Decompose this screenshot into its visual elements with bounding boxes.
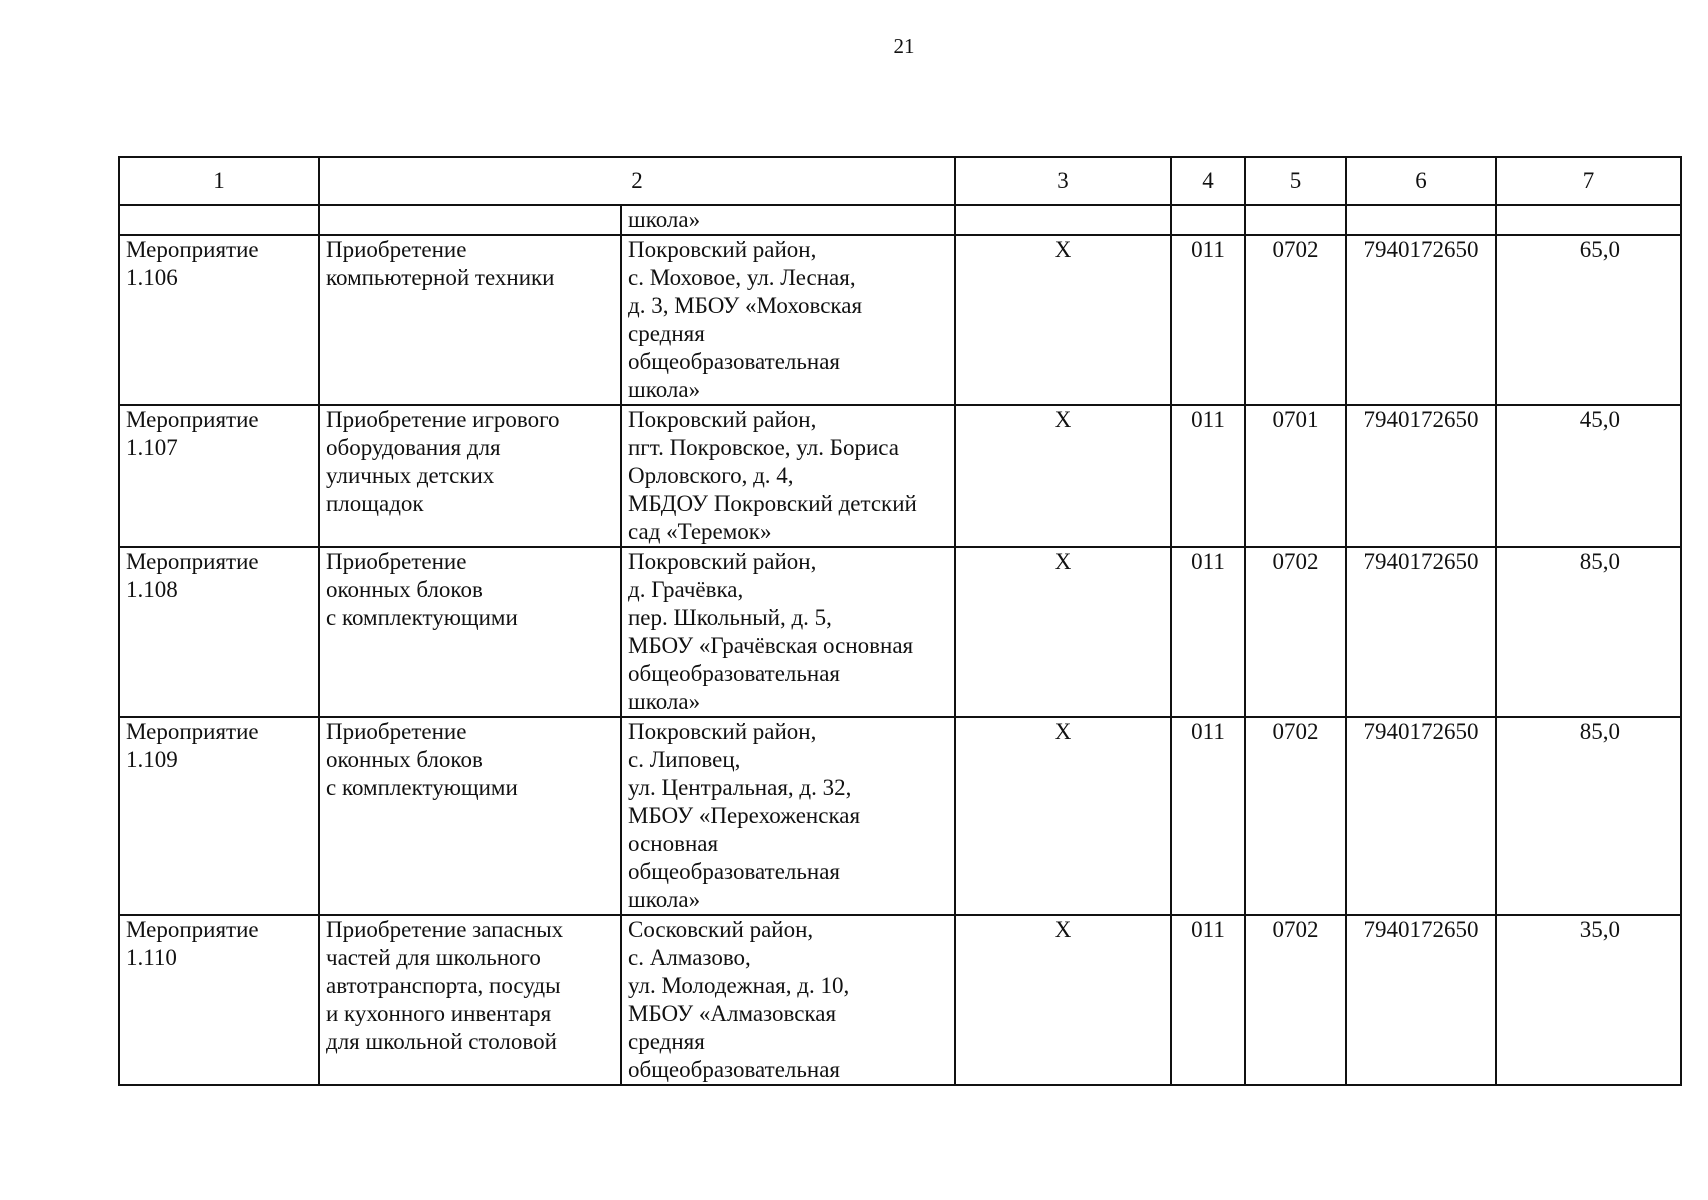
row-col-3: Х [955, 235, 1171, 405]
row-col-3: Х [955, 915, 1171, 1085]
row-col-3: Х [955, 405, 1171, 547]
continuation-row [119, 205, 1681, 235]
row-col-6: 7940172650 [1346, 405, 1496, 547]
row-address: Покровский район, с. Моховое, ул. Лесная, д. 3, МБОУ «Моховская средняя общеобразовательная школа» [621, 235, 955, 405]
row-address: Покровский район, с. Липовец, ул. Центральная, д. 32, МБОУ «Перехоженская основная общеобразовательная школа» [621, 717, 955, 915]
continuation-cell-6 [1346, 205, 1496, 235]
row-col-4: 011 [1171, 405, 1245, 547]
header-col-3: 3 [955, 157, 1171, 205]
row-col-6: 7940172650 [1346, 915, 1496, 1085]
header-col-4: 4 [1171, 157, 1245, 205]
row-name: Приобретение оконных блоков с комплектующими [319, 547, 621, 717]
row-col-5: 0701 [1245, 405, 1346, 547]
row-col-3: Х [955, 547, 1171, 717]
continuation-cell-name [319, 205, 621, 235]
row-col-7: 85,0 [1496, 547, 1681, 717]
table-row [119, 235, 1681, 405]
row-name: Приобретение игрового оборудования для уличных детских площадок [319, 405, 621, 547]
header-col-7: 7 [1496, 157, 1681, 205]
row-name: Приобретение оконных блоков с комплектующими [319, 717, 621, 915]
continuation-cell-1 [119, 205, 319, 235]
row-col-7: 65,0 [1496, 235, 1681, 405]
row-id: Мероприятие 1.107 [119, 405, 319, 547]
header-col-2: 2 [319, 157, 955, 205]
continuation-cell-5 [1245, 205, 1346, 235]
row-col-6: 7940172650 [1346, 547, 1496, 717]
header-row [119, 157, 1681, 205]
row-id: Мероприятие 1.109 [119, 717, 319, 915]
table-row [119, 717, 1681, 915]
row-col-5: 0702 [1245, 717, 1346, 915]
row-name: Приобретение компьютерной техники [319, 235, 621, 405]
row-col-5: 0702 [1245, 235, 1346, 405]
row-col-4: 011 [1171, 235, 1245, 405]
row-col-3: Х [955, 717, 1171, 915]
row-id: Мероприятие 1.106 [119, 235, 319, 405]
continuation-cell-4 [1171, 205, 1245, 235]
table-row [119, 915, 1681, 1085]
row-col-6: 7940172650 [1346, 235, 1496, 405]
budget-table [118, 156, 1682, 1086]
row-col-7: 85,0 [1496, 717, 1681, 915]
table-row [119, 547, 1681, 717]
row-address: Покровский район, пгт. Покровское, ул. Бориса Орловского, д. 4, МБДОУ Покровский детский сад «Теремок» [621, 405, 955, 547]
page-number: 21 [893, 34, 915, 58]
header-col-1: 1 [119, 157, 319, 205]
row-col-4: 011 [1171, 717, 1245, 915]
row-address: Сосковский район, с. Алмазово, ул. Молодежная, д. 10, МБОУ «Алмазовская средняя общеобразовательная [621, 915, 955, 1085]
row-address: Покровский район, д. Грачёвка, пер. Школьный, д. 5, МБОУ «Грачёвская основная общеобразовательная школа» [621, 547, 955, 717]
continuation-cell-7 [1496, 205, 1681, 235]
row-col-4: 011 [1171, 547, 1245, 717]
row-col-7: 45,0 [1496, 405, 1681, 547]
row-col-5: 0702 [1245, 547, 1346, 717]
row-col-6: 7940172650 [1346, 717, 1496, 915]
continuation-address: школа» [621, 205, 955, 235]
row-id: Мероприятие 1.108 [119, 547, 319, 717]
continuation-cell-3 [955, 205, 1171, 235]
header-col-6: 6 [1346, 157, 1496, 205]
row-col-4: 011 [1171, 915, 1245, 1085]
row-col-5: 0702 [1245, 915, 1346, 1085]
header-col-5: 5 [1245, 157, 1346, 205]
table-row [119, 405, 1681, 547]
row-name: Приобретение запасных частей для школьного автотранспорта, посуды и кухонного инвентаря для школьной столовой [319, 915, 621, 1085]
row-col-7: 35,0 [1496, 915, 1681, 1085]
row-id: Мероприятие 1.110 [119, 915, 319, 1085]
